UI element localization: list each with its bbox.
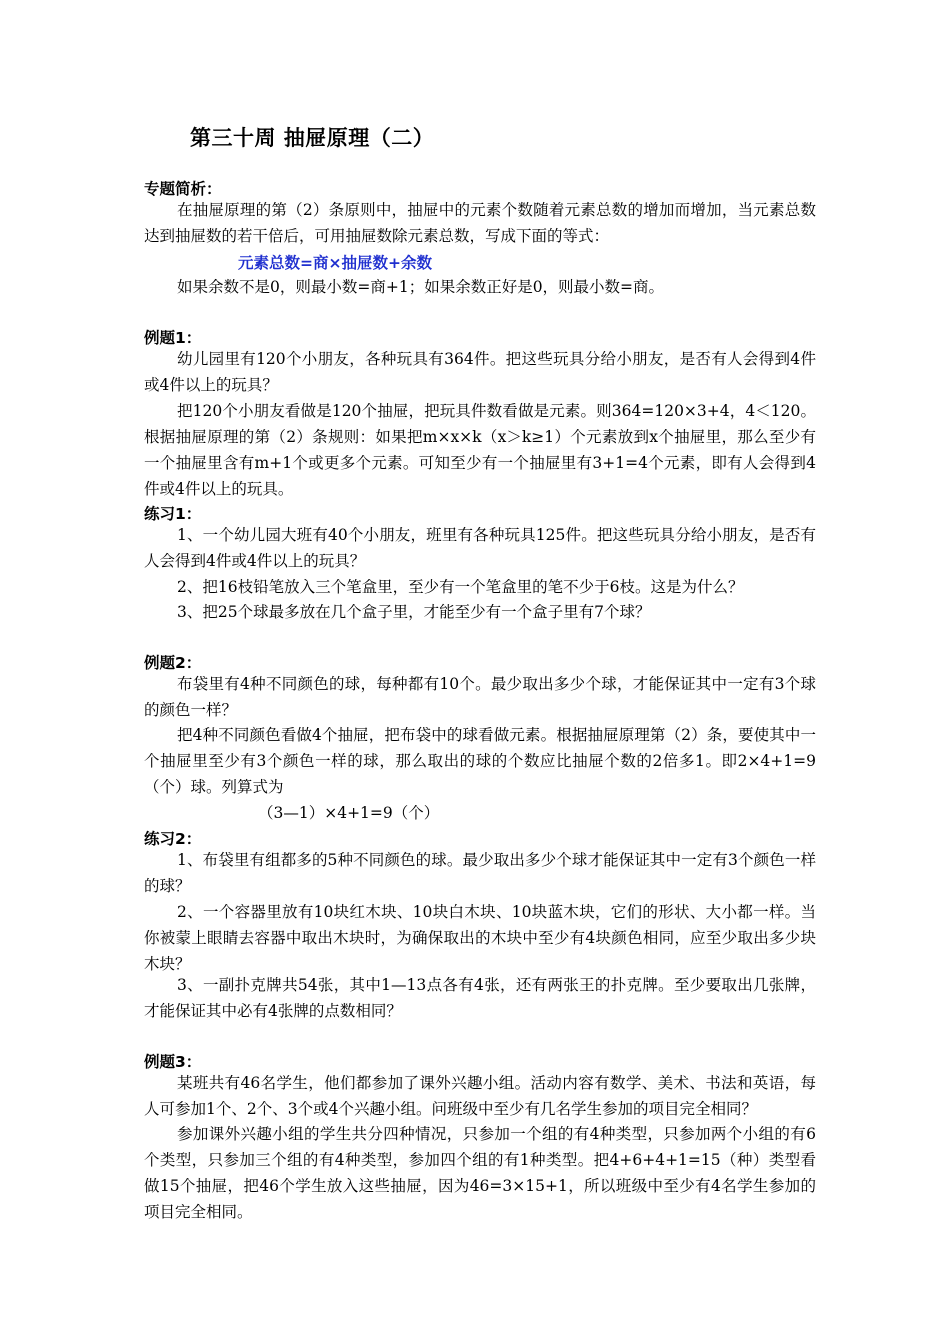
practice1-heading: 练习1： <box>144 505 202 523</box>
example3-problem: 某班共有46名学生，他们都参加了课外兴趣小组。活动内容有数学、美术、书法和英语，每人可参加1个、2个、3个或4个兴趣小组。问班级中至少有几名学生参加的项目完全相同？ <box>144 1074 816 1118</box>
example2-heading: 例题2： <box>144 654 202 672</box>
page-title: 第三十周 抽屉原理（二） <box>190 126 435 150</box>
example2-solution: 把4种不同颜色看做4个抽屉，把布袋中的球看做元素。根据抽屉原理第（2）条，要使其中一个抽屉里至少有3个颜色一样的球，那么取出的球的个数应比抽屉个数的2倍多1。即2×4+1=9（个）球。列算式为 <box>144 726 816 796</box>
practice1-item-3: 3、把25个球最多放在几个盒子里，才能至少有一个盒子里有7个球？ <box>177 603 651 621</box>
practice2-item-3: 3、一副扑克牌共54张，其中1—13点各有4张，还有两张王的扑克牌。至少要取出几张牌，才能保证其中必有4张牌的点数相同？ <box>144 976 816 1020</box>
formula: 元素总数=商×抽屉数+余数 <box>238 254 432 272</box>
example3-solution: 参加课外兴趣小组的学生共分四种情况，只参加一个组的有4种类型，只参加两个小组的有6个类型，只参加三个组的有4种类型，参加四个组的有1种类型。把4+6+4+1=15（种）类型看做15个抽屉，把46个学生放入这些抽屉，因为46=3×15+1，所以班级中至少有4名学生参加的项目完全相同。 <box>144 1125 816 1221</box>
practice1-item-2: 2、把16枝铅笔放入三个笔盒里，至少有一个笔盒里的笔不少于6枝。这是为什么？ <box>177 578 744 596</box>
intro-conclusion: 如果余数不是0，则最小数=商+1；如果余数正好是0，则最小数=商。 <box>177 278 665 296</box>
example3-heading: 例题3： <box>144 1053 202 1071</box>
example2-problem: 布袋里有4种不同颜色的球，每种都有10个。最少取出多少个球，才能保证其中一定有3个球的颜色一样？ <box>144 675 816 719</box>
example2-equation: （3—1）×4+1=9（个） <box>258 804 440 822</box>
example1-heading: 例题1： <box>144 329 202 347</box>
practice1-item-1: 1、一个幼儿园大班有40个小朋友，班里有各种玩具125件。把这些玩具分给小朋友，是否有人会得到4件或4件以上的玩具？ <box>144 526 816 570</box>
intro-heading: 专题简析： <box>144 180 222 198</box>
example1-problem: 幼儿园里有120个小朋友，各种玩具有364件。把这些玩具分给小朋友，是否有人会得到4件或4件以上的玩具？ <box>144 350 816 394</box>
intro-paragraph: 在抽屉原理的第（2）条原则中，抽屉中的元素个数随着元素总数的增加而增加，当元素总数达到抽屉数的若干倍后，可用抽屉数除元素总数，写成下面的等式： <box>144 201 816 245</box>
practice2-heading: 练习2： <box>144 830 202 848</box>
practice2-item-2: 2、一个容器里放有10块红木块、10块白木块、10块蓝木块，它们的形状、大小都一样。当你被蒙上眼睛去容器中取出木块时，为确保取出的木块中至少有4块颜色相同，应至少取出多少块木块？ <box>144 903 816 973</box>
practice2-item-1: 1、布袋里有组都多的5种不同颜色的球。最少取出多少个球才能保证其中一定有3个颜色一样的球？ <box>144 851 816 895</box>
example1-solution: 把120个小朋友看做是120个抽屉，把玩具件数看做是元素。则364=120×3+4，4＜120。根据抽屉原理的第（2）条规则：如果把m×x×k（x＞k≥1）个元素放到x个抽屉里，那么至少有一个抽屉里含有m+1个或更多个元素。可知至少有一个抽屉里有3+1=4个元素，即有人会得到4件或4件以上的玩具。 <box>144 402 816 498</box>
